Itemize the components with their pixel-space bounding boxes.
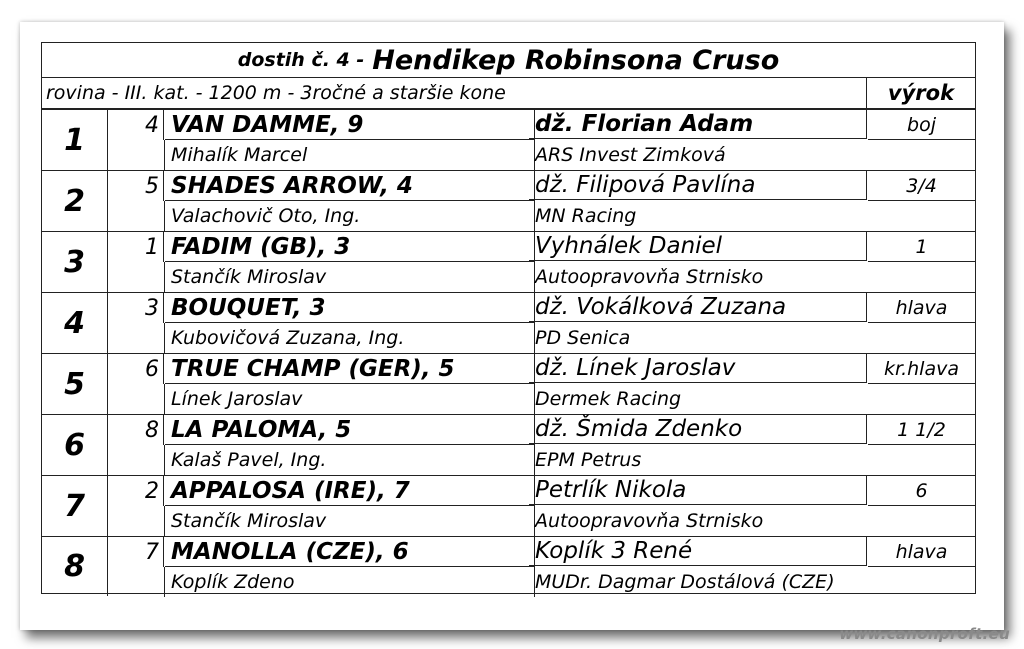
finish-place: 6 xyxy=(42,415,108,475)
trainer-name: Stančík Miroslav xyxy=(165,262,535,292)
saddle-number: 5 xyxy=(108,171,164,201)
saddle-number: 8 xyxy=(108,415,164,445)
horse-name: TRUE CHAMP (GER), 5 xyxy=(165,354,535,384)
horse-name: VAN DAMME, 9 xyxy=(165,110,535,140)
saddle-number-spacer xyxy=(108,506,165,536)
jockey-name: Koplík 3 René xyxy=(529,537,867,566)
watermark: www.canonproft.eu xyxy=(839,625,1010,643)
saddle-number-spacer xyxy=(108,262,165,292)
trainer-name: Stančík Miroslav xyxy=(165,506,535,536)
trainer-name: Valachovič Oto, Ing. xyxy=(165,201,535,231)
saddle-number-spacer xyxy=(108,567,165,597)
owner-name: Autoopravovňa Strnisko xyxy=(535,266,764,288)
horse-name: APPALOSA (IRE), 7 xyxy=(165,476,535,506)
jockey-name: dž. Vokálková Zuzana xyxy=(529,293,867,322)
jockey-name: Vyhnálek Daniel xyxy=(529,232,867,261)
saddle-number-spacer xyxy=(108,323,165,353)
entry-row-7 xyxy=(42,476,975,537)
entry-row-3 xyxy=(42,232,975,293)
entry-row-4 xyxy=(42,293,975,354)
saddle-number: 1 xyxy=(108,232,164,262)
jockey-name: dž. Línek Jaroslav xyxy=(529,354,867,383)
owner-name: Dermek Racing xyxy=(535,388,682,410)
saddle-number: 3 xyxy=(108,293,164,323)
race-conditions: rovina - III. kat. - 1200 m - 3ročné a staršie kone xyxy=(46,82,506,104)
entry-row-2 xyxy=(42,171,975,232)
race-results-table xyxy=(41,42,976,594)
finish-place: 1 xyxy=(42,110,108,170)
entry-row-5 xyxy=(42,354,975,415)
owner-name: Autoopravovňa Strnisko xyxy=(535,510,764,532)
saddle-number-spacer xyxy=(108,384,165,414)
margin-header: výrok xyxy=(866,78,975,108)
jockey-name: Petrlík Nikola xyxy=(529,476,867,505)
finish-margin: hlava xyxy=(868,293,975,323)
jockey-name: dž. Filipová Pavlína xyxy=(529,171,867,200)
entry-row-6 xyxy=(42,415,975,476)
horse-name: BOUQUET, 3 xyxy=(165,293,535,323)
trainer-name: Koplík Zdeno xyxy=(165,567,535,597)
owner-name: EPM Petrus xyxy=(535,449,642,471)
finish-place: 4 xyxy=(42,293,108,353)
saddle-number-spacer xyxy=(108,201,165,231)
owner-name: MUDr. Dagmar Dostálová (CZE) xyxy=(535,571,835,593)
finish-margin: boj xyxy=(868,110,975,140)
horse-name: SHADES ARROW, 4 xyxy=(165,171,535,201)
trainer-name: Línek Jaroslav xyxy=(165,384,535,414)
jockey-name: dž. Šmida Zdenko xyxy=(529,415,867,444)
trainer-name: Kubovičová Zuzana, Ing. xyxy=(165,323,535,353)
saddle-number-spacer xyxy=(108,445,165,475)
trainer-name: Mihalík Marcel xyxy=(165,140,535,170)
finish-place: 8 xyxy=(42,537,108,596)
finish-place: 2 xyxy=(42,171,108,231)
trainer-name: Kalaš Pavel, Ing. xyxy=(165,445,535,475)
entries-list xyxy=(42,110,975,596)
finish-place: 5 xyxy=(42,354,108,414)
finish-margin: 1 xyxy=(868,232,975,262)
finish-margin: kr.hlava xyxy=(868,354,975,384)
horse-name: LA PALOMA, 5 xyxy=(165,415,535,445)
entry-row-1 xyxy=(42,110,975,171)
horse-name: MANOLLA (CZE), 6 xyxy=(165,537,535,567)
saddle-number-spacer xyxy=(108,140,165,170)
race-conditions-row xyxy=(42,78,975,110)
finish-margin: 6 xyxy=(868,476,975,506)
finish-place: 7 xyxy=(42,476,108,536)
saddle-number: 7 xyxy=(108,537,164,567)
entry-row-8 xyxy=(42,537,975,596)
finish-margin: hlava xyxy=(868,537,975,567)
finish-place: 3 xyxy=(42,232,108,292)
saddle-number: 4 xyxy=(108,110,164,140)
horse-name: FADIM (GB), 3 xyxy=(165,232,535,262)
owner-name: MN Racing xyxy=(535,205,637,227)
saddle-number: 6 xyxy=(108,354,164,384)
jockey-name: dž. Florian Adam xyxy=(529,110,867,139)
saddle-number: 2 xyxy=(108,476,164,506)
finish-margin: 3/4 xyxy=(868,171,975,201)
owner-name: PD Senica xyxy=(535,327,631,349)
race-number: dostih č. 4 - xyxy=(237,49,365,71)
finish-margin: 1 1/2 xyxy=(868,415,975,445)
owner-name: ARS Invest Zimková xyxy=(535,144,726,166)
race-title xyxy=(42,43,975,78)
race-name: Hendikep Robinsona Cruso xyxy=(372,44,780,76)
